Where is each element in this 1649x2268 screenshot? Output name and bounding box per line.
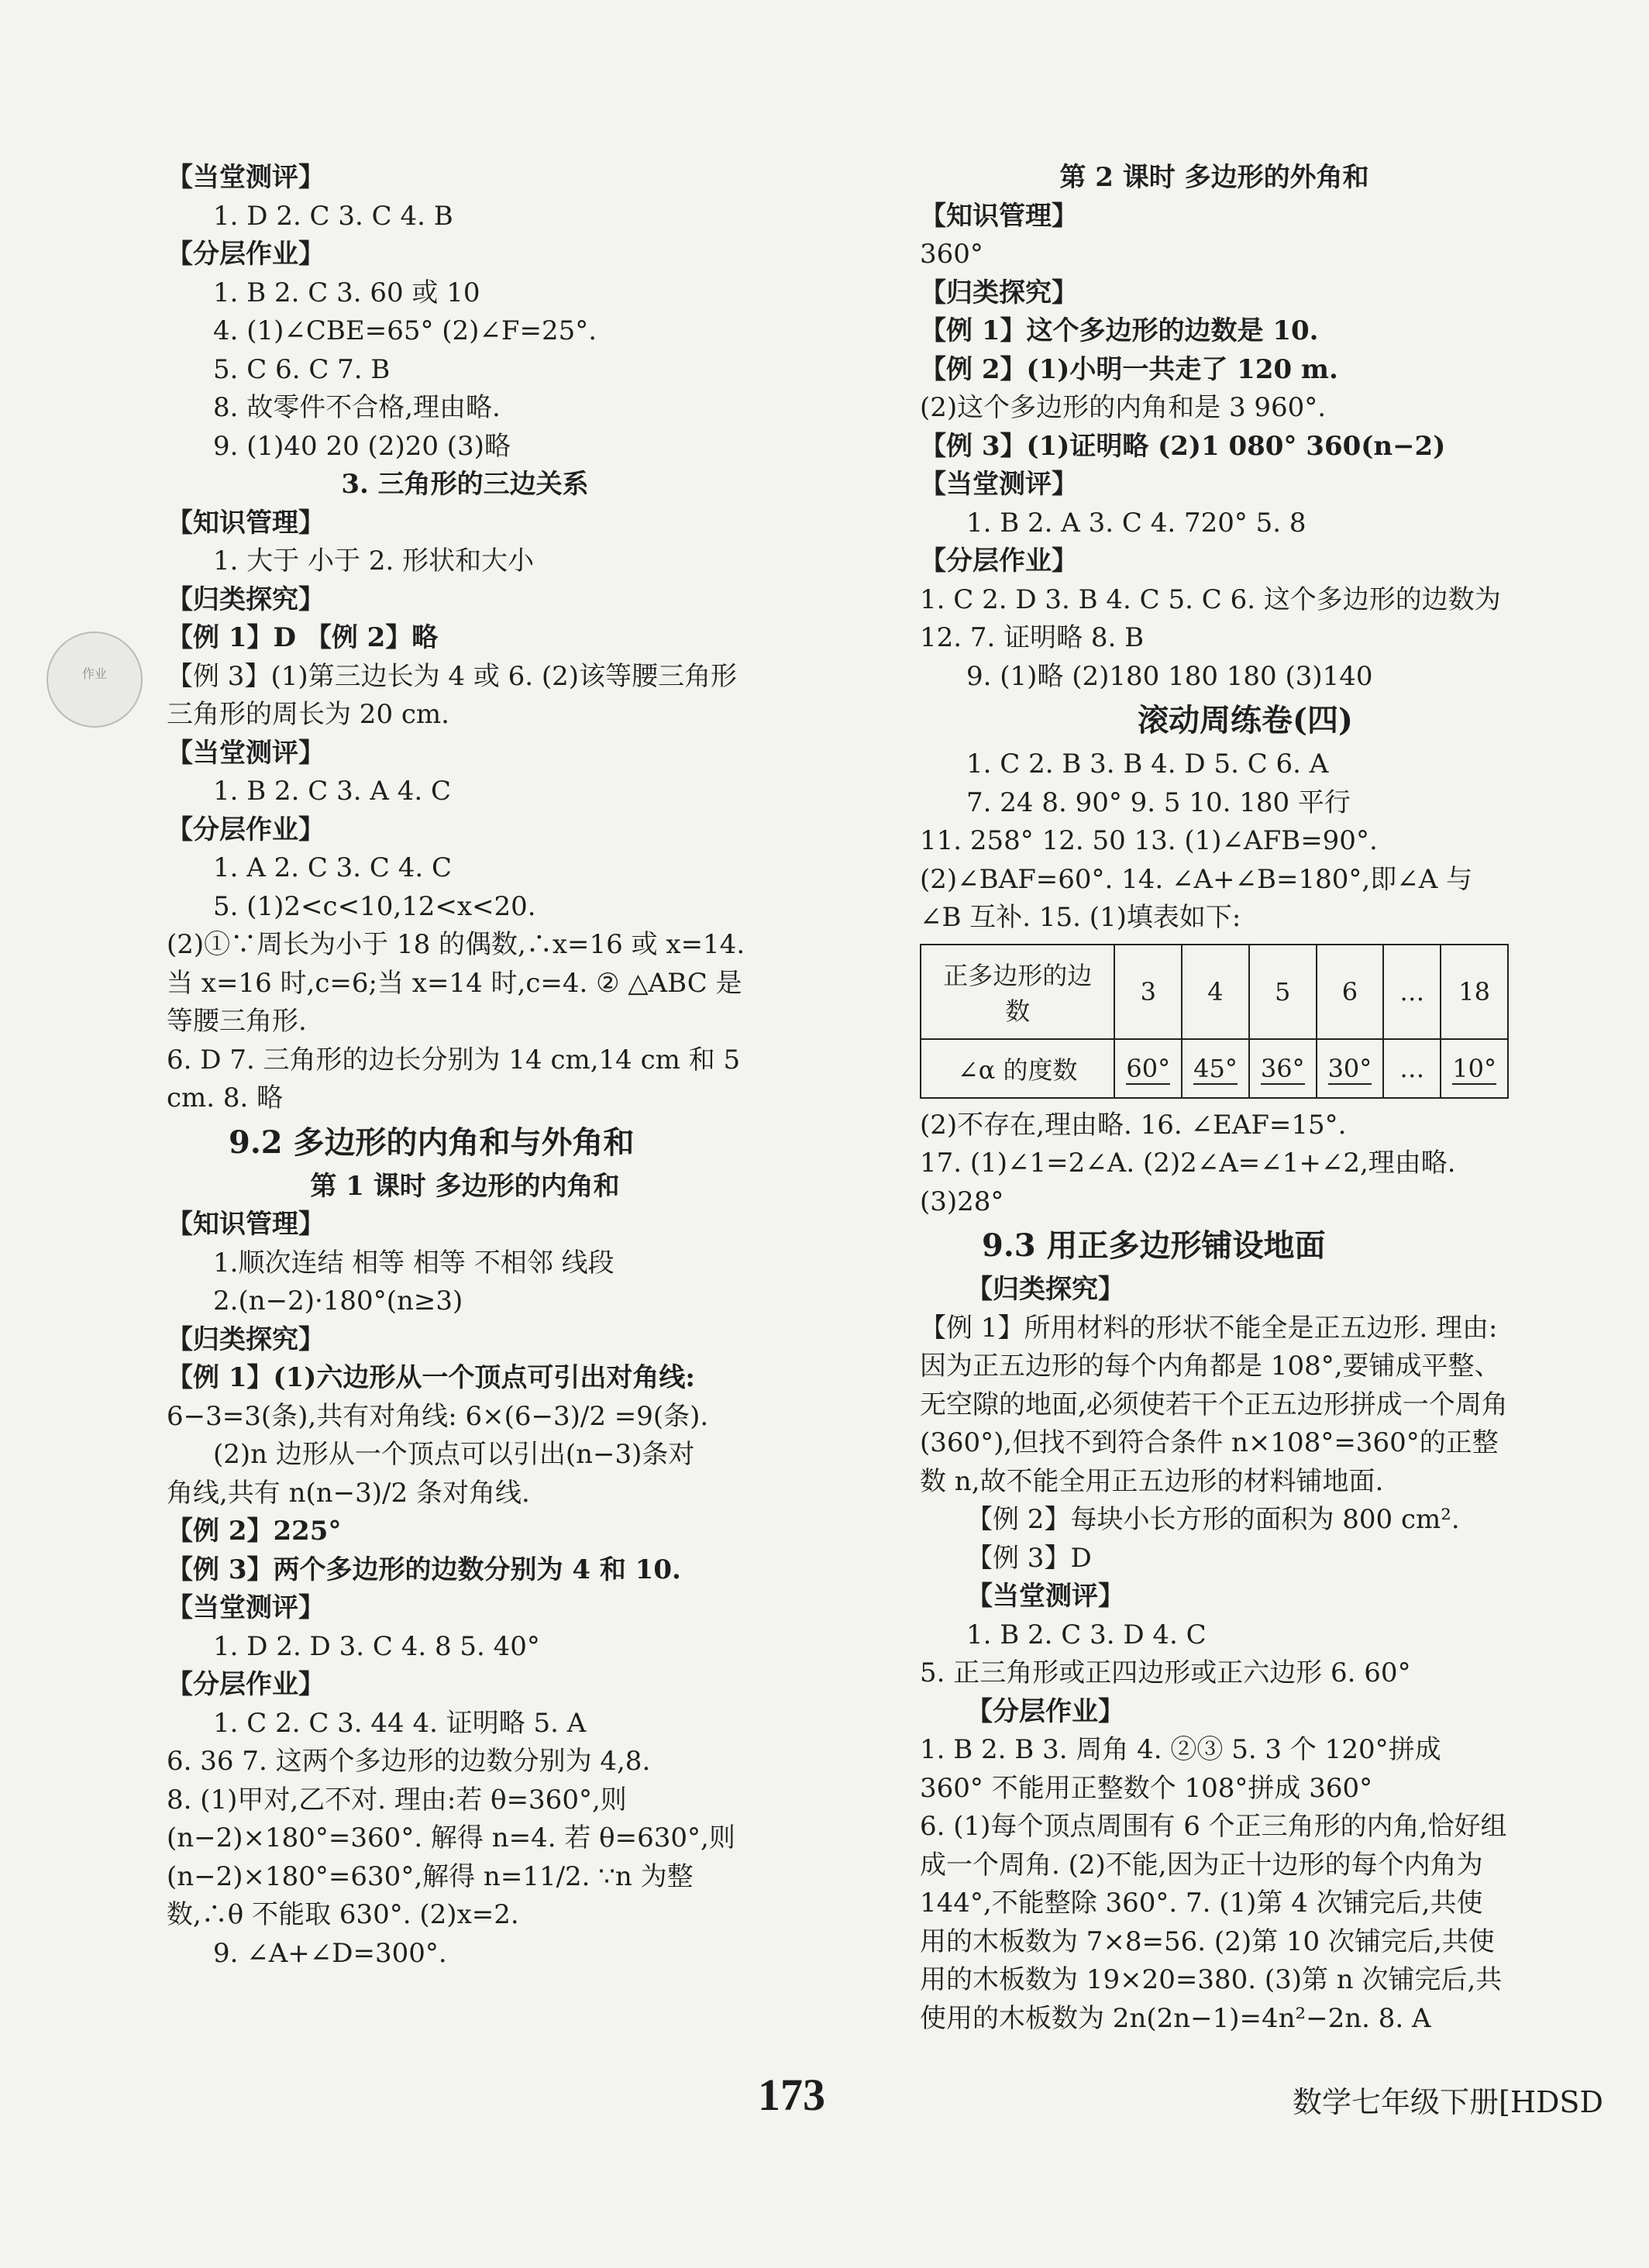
table-cell: 5 — [1249, 945, 1317, 1039]
answer-line: 9.2 多边形的内角和与外角和 — [229, 1124, 635, 1161]
table-row-sides — [921, 945, 1508, 1039]
answer-line: 9.3 用正多边形铺设地面 — [982, 1227, 1326, 1264]
answer-line: 1. C 2. D 3. B 4. C 5. C 6. 这个多边形的边数为 12. 7. 证明略 8. B — [920, 583, 1501, 653]
answer-line: 【归类探究】 — [966, 1274, 1124, 1305]
table-cell: 18 — [1441, 945, 1508, 1039]
answer-line: 8. 故零件不合格,理由略. — [213, 392, 501, 423]
answer-line: (2)∠BAF=60°. 14. ∠A+∠B=180°,即∠A 与∠B 互补. 15. (1)填表如下: — [920, 863, 1473, 933]
answer-line: 1. B 2. A 3. C 4. 720° 5. 8 — [966, 507, 1306, 539]
answer-line: 1. A 2. C 3. C 4. C — [213, 852, 453, 883]
answer-line: 1. C 2. C 3. 44 4. 证明略 5. A — [213, 1707, 587, 1739]
table-cell: … — [1383, 1039, 1441, 1098]
table-cell: 6 — [1317, 945, 1384, 1039]
answer-line: 第 2 课时 多边形的外角和 — [1059, 162, 1369, 193]
answer-line: 角线,共有 n(n−3)/2 条对角线. — [167, 1477, 530, 1509]
answer-line: 【当堂测评】 — [167, 737, 325, 769]
answer-line: 【分层作业】 — [966, 1695, 1124, 1727]
answer-line: 1. B 2. C 3. 60 或 10 — [213, 277, 480, 308]
table-label-angle: ∠α 的度数 — [921, 1039, 1114, 1098]
table-cell: 3 — [1114, 945, 1182, 1039]
answer-line: 17. (1)∠1=2∠A. (2)2∠A=∠1+∠2,理由略. (3)28° — [920, 1148, 1456, 1217]
answer-line: 【当堂测评】 — [966, 1581, 1124, 1612]
answer-line: 【知识管理】 — [167, 1209, 325, 1240]
answer-line: 【例 1】D 【例 2】略 — [167, 622, 439, 653]
answer-line: 1. B 2. C 3. A 4. C — [213, 776, 451, 807]
answer-line: 【例 2】(1)小明一共走了 120 m. — [920, 353, 1338, 385]
answer-line: 6−3=3(条),共有对角线: 6×(6−3)/2 =9(条). — [167, 1400, 709, 1432]
answer-line: 【例 3】两个多边形的边数分别为 4 和 10. — [167, 1554, 681, 1585]
answer-line: 【分层作业】 — [167, 814, 325, 845]
right-column — [920, 159, 1509, 2038]
answer-line: (2)这个多边形的内角和是 3 960°. — [920, 392, 1327, 423]
answer-line: 【分层作业】 — [920, 545, 1078, 576]
answer-value: 60° — [1126, 1053, 1171, 1083]
answer-line: (2)①∵周长为小于 18 的偶数,∴x=16 或 x=14. 当 x=16 时,c=6;当 x=14 时,c=4. ② △ABC 是等腰三角形. — [167, 929, 745, 1037]
page-number: 173 — [758, 2070, 825, 2120]
table-cell: 4 — [1182, 945, 1249, 1039]
answer-line: 6. D 7. 三角形的边长分别为 14 cm,14 cm 和 5 cm. 8. 略 — [167, 1044, 741, 1113]
right-top-block — [920, 159, 1509, 938]
answer-line: 1. C 2. B 3. B 4. D 5. C 6. A — [966, 749, 1329, 780]
answer-line: 9. ∠A+∠D=300°. — [213, 1937, 447, 1969]
answer-line: 【知识管理】 — [920, 200, 1078, 232]
answer-line: 【分层作业】 — [167, 1669, 325, 1700]
book-title-footer: 数学七年级下册[HDSD — [1293, 2085, 1603, 2119]
answer-line: 4. (1)∠CBE=65° (2)∠F=25°. — [213, 315, 597, 346]
answer-line: 滚动周练卷(四) — [1138, 702, 1353, 738]
answer-line: 5. 正三角形或正四边形或正六边形 6. 60° — [920, 1657, 1411, 1688]
answer-line: 【例 3】D — [966, 1542, 1092, 1574]
answer-line: 【归类探究】 — [167, 583, 325, 615]
answer-line: 【例 2】每块小长方形的面积为 800 cm². — [966, 1504, 1460, 1535]
answer-value: 45° — [1193, 1053, 1238, 1083]
answer-line: 5. C 6. C 7. B — [213, 353, 391, 385]
answer-line: 【例 2】225° — [167, 1516, 342, 1547]
answer-line: 【知识管理】 — [167, 507, 325, 539]
answer-line: 【例 3】(1)证明略 (2)1 080° 360(n−2) — [920, 430, 1446, 462]
answer-line: 第 1 课时 多边形的内角和 — [310, 1170, 620, 1202]
answer-line: 【例 1】(1)六边形从一个顶点可引出对角线: — [167, 1362, 695, 1393]
left-column — [167, 159, 763, 1973]
answer-line: 2.(n−2)·180°(n≥3) — [213, 1285, 463, 1316]
table-cell — [1249, 1039, 1317, 1098]
answer-line: (2)n 边形从一个顶点可以引出(n−3)条对 — [213, 1439, 695, 1470]
answer-line: 1. B 2. B 3. 周角 4. ②③ 5. 3 个 120°拼成 360° 不能用正整数个 108°拼成 360° — [920, 1734, 1441, 1804]
answer-line: 3. 三角形的三边关系 — [341, 469, 589, 500]
answer-line: 【例 1】所用材料的形状不能全是正五边形. 理由:因为正五边形的每个内角都是 108°,要铺成平整、无空隙的地面,必须使若干个正五边形拼成一个周角(360°),但找不到符合条件 n×108°=360°的正整数 n,故不能全用正五边形的材料铺地面. — [920, 1312, 1508, 1497]
answer-line: 11. 258° 12. 50 13. (1)∠AFB=90°. — [920, 825, 1378, 856]
answer-line: 6. 36 7. 这两个多边形的边数分别为 4,8. — [167, 1746, 651, 1777]
table-row-angle — [921, 1039, 1508, 1098]
table-cell — [1317, 1039, 1384, 1098]
table-cell — [1182, 1039, 1249, 1098]
table-cell — [1114, 1039, 1182, 1098]
answer-line: 1. 大于 小于 2. 形状和大小 — [213, 545, 535, 576]
answer-value: 36° — [1260, 1053, 1305, 1083]
answer-value: 10° — [1452, 1053, 1496, 1083]
homework-stamp — [46, 632, 143, 728]
answer-line: 6. (1)每个顶点周围有 6 个正三角形的内角,恰好组成一个周角. (2)不能,因为正十边形的每个内角为 144°,不能整除 360°. 7. (1)第 4 次铺完后,共使用的木板数为 7×8=56. (2)第 10 次铺完后,共使用的木板数为 19×20=380. (3)第 n 次铺完后,共使用的木板数为 2n(2n−1)=4n²−2n. 8. A — [920, 1811, 1507, 2034]
answer-line: 1. D 2. C 3. C 4. B — [213, 200, 453, 232]
stamp-text: 作业 — [81, 666, 107, 681]
table-label-sides: 正多边形的边数 — [921, 945, 1114, 1039]
answer-line: 【当堂测评】 — [167, 1592, 325, 1623]
answer-line: 8. (1)甲对,乙不对. 理由:若 θ=360°,则(n−2)×180°=360°. 解得 n=4. 若 θ=630°,则(n−2)×180°=630°,解得 n=11/2. ∵n 为整数,∴θ 不能取 630°. (2)x=2. — [167, 1784, 735, 1930]
answer-line: 1.顺次连结 相等 相等 不相邻 线段 — [213, 1247, 615, 1279]
table-cell: … — [1383, 945, 1441, 1039]
answer-line: 9. (1)40 20 (2)20 (3)略 — [213, 430, 511, 462]
table-cell — [1441, 1039, 1508, 1098]
answer-line: 【分层作业】 — [167, 239, 325, 270]
answer-line: 9. (1)略 (2)180 180 180 (3)140 — [966, 660, 1373, 692]
answer-line: 【例 3】(1)第三边长为 4 或 6. (2)该等腰三角形三角形的周长为 20 cm. — [167, 660, 738, 730]
answer-value: 30° — [1327, 1053, 1372, 1083]
answer-line: 【例 1】这个多边形的边数是 10. — [920, 315, 1319, 346]
answer-line: 【当堂测评】 — [167, 162, 325, 193]
answer-line: (2)不存在,理由略. 16. ∠EAF=15°. — [920, 1109, 1347, 1141]
answer-line: 【归类探究】 — [167, 1323, 325, 1355]
answer-line: 360° — [920, 239, 983, 270]
answer-line: 【当堂测评】 — [920, 469, 1078, 500]
right-bottom-block — [920, 1106, 1509, 2039]
polygon-angle-table — [920, 944, 1509, 1099]
answer-line: 7. 24 8. 90° 9. 5 10. 180 平行 — [966, 786, 1351, 818]
answer-line: 1. D 2. D 3. C 4. 8 5. 40° — [213, 1630, 540, 1662]
answer-line: 【归类探究】 — [920, 277, 1078, 308]
answer-line: 5. (1)2<c<10,12<x<20. — [213, 890, 536, 922]
answer-line: 1. B 2. C 3. D 4. C — [966, 1619, 1207, 1650]
